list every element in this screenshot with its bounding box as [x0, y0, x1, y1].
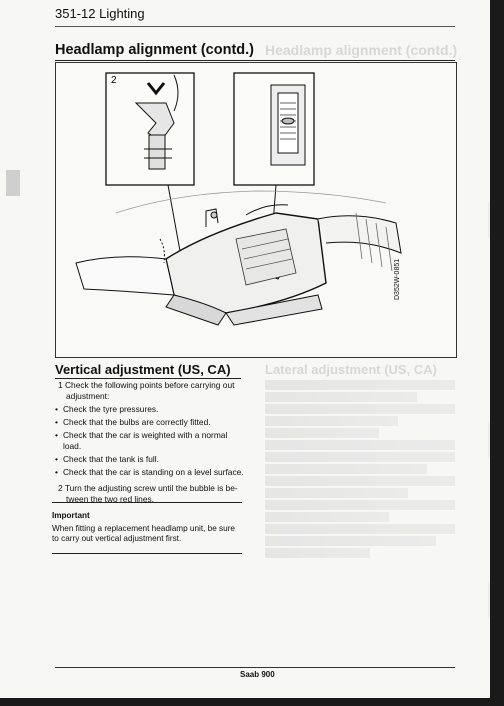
- checklist-item: • Check that the car is standing on a level surface.: [55, 467, 245, 478]
- vertical-adjustment-body: [55, 380, 245, 507]
- page-header: 351-12 Lighting: [55, 6, 145, 21]
- step-1: 1 Check the following points before carrying out adjustment:: [58, 380, 235, 401]
- headlamp-illustration: [56, 63, 456, 357]
- figure-code: D352W-0851: [394, 258, 401, 300]
- checklist: [55, 404, 245, 477]
- important-text: When fitting a replacement headlamp unit, be sure to carry out vertical adjustment first.: [52, 523, 235, 543]
- footer-model: Saab 900: [240, 670, 275, 679]
- bleed-through-subheading: Lateral adjustment (US, CA): [265, 362, 437, 377]
- bleed-through-column: [265, 380, 455, 560]
- scan-border-right: [490, 0, 504, 706]
- important-label: Important: [52, 511, 90, 520]
- header-rule: [55, 26, 455, 27]
- footer-rule: [55, 667, 455, 668]
- section-title: Headlamp alignment (contd.): [55, 42, 254, 58]
- step-2: 2 Turn the adjusting screw until the bubble is be-tween the two red lines.: [58, 483, 238, 504]
- bleed-through-title: Headlamp alignment (contd.): [265, 42, 458, 58]
- important-note: [52, 502, 242, 554]
- page-tab-marker: [6, 170, 20, 196]
- title-rule: [55, 60, 455, 61]
- checklist-item: • Check that the tank is full.: [55, 454, 245, 465]
- headlamp-figure: [55, 62, 457, 358]
- scan-border-bottom: [0, 698, 504, 706]
- vertical-adjustment-heading: Vertical adjustment (US, CA): [55, 362, 231, 377]
- checklist-item: • Check the tyre pressures.: [55, 404, 245, 415]
- checklist-item: • Check that the car is weighted with a normal load.: [55, 430, 245, 451]
- subhead-rule: [55, 378, 241, 379]
- callout-number: 2: [111, 75, 117, 86]
- checklist-item: • Check that the bulbs are correctly fitted.: [55, 417, 245, 428]
